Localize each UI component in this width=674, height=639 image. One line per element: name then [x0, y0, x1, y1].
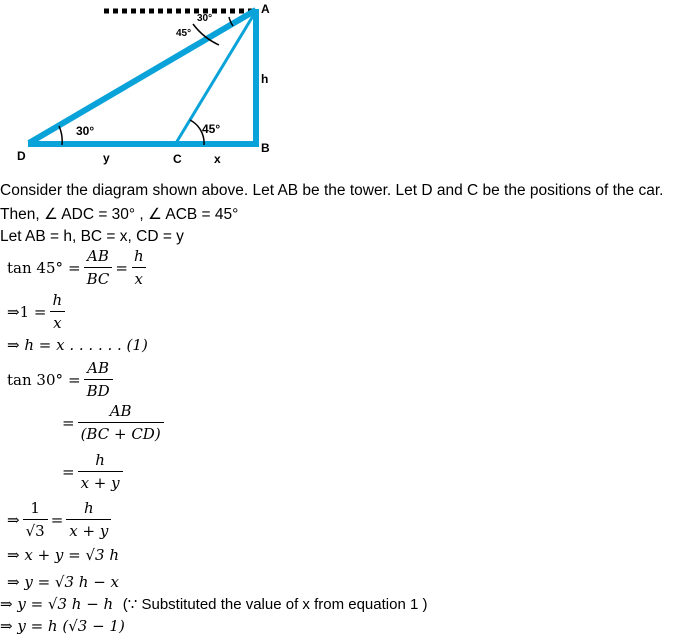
equation-h-xy: = $\frac{h}{x + y}$ — [62, 451, 126, 492]
label-angle-top-30: 30° — [197, 13, 213, 24]
prose-line-2: Then, ∠ ADC = 30° , ∠ ACB = 45° — [0, 206, 239, 223]
fraction-ab-bd — [84, 359, 113, 400]
step-3-note: (∵ Substituted the value of x from equation 1 ) — [122, 596, 428, 613]
fraction-numerator: h — [133, 247, 144, 265]
fraction-1-root3 — [23, 499, 48, 540]
label-y: y — [103, 151, 110, 165]
equation-step-3: ⇒ y = √3 h − h (∵ Substituted the value of x from equation 1 ) — [0, 595, 428, 613]
tower-diagram — [0, 0, 674, 175]
fraction-ab-bccd — [78, 402, 164, 443]
fraction-denominator: √3 — [23, 519, 48, 540]
prose-line-3: Let AB = h, BC = x, CD = y — [0, 228, 184, 245]
label-D: D — [17, 149, 26, 163]
prose-line-1: Consider the diagram shown above. Let AB be the tower. Let D and C be the positions of the car. — [0, 182, 664, 199]
step-3-text: y = √3 h − h — [17, 595, 114, 613]
fraction-denominator: x + y — [66, 519, 111, 540]
fraction-numerator: h — [83, 499, 94, 517]
equation-tan30: tan 30° = $\frac{AB}{BD}$ — [7, 359, 116, 400]
fraction-h-xy — [78, 451, 123, 492]
tan45-label: tan 45° — [7, 258, 63, 277]
step-2-text: y = √3 h − x — [24, 573, 120, 591]
fraction-numerator: AB — [87, 247, 109, 265]
label-angle-D: 30° — [76, 124, 95, 138]
equation-step-2: ⇒ y = √3 h − x — [7, 573, 120, 591]
tan30-label: tan 30° — [7, 370, 63, 389]
step-4-text: y = h (√3 − 1) — [17, 617, 125, 635]
label-C: C — [173, 152, 182, 166]
fraction-denominator: (BC + CD) — [78, 422, 164, 443]
fraction-denominator: x — [132, 267, 146, 288]
label-h: h — [261, 72, 269, 86]
fraction-numerator: AB — [109, 402, 132, 420]
equation-step-4: ⇒ y = h (√3 − 1) — [0, 617, 125, 635]
equation-step-1: ⇒ x + y = √3 h — [7, 546, 120, 564]
label-angle-top-45: 45° — [176, 28, 192, 39]
equation-tan45: tan 45° = $\frac{AB}{BC}$ = $\frac{h}{x}$ — [7, 247, 150, 288]
step-1-text: x + y = √3 h — [24, 546, 120, 564]
label-B: B — [261, 141, 270, 155]
label-x: x — [214, 152, 221, 166]
fraction-h-x — [131, 247, 147, 288]
fraction-denominator: x — [50, 311, 64, 332]
equation-1-text: h = x . . . . . . (1) — [24, 336, 148, 354]
fraction-h-x-2 — [49, 291, 65, 332]
equation-1: ⇒ h = x . . . . . . (1) — [7, 336, 148, 354]
fraction-numerator: 1 — [30, 499, 40, 517]
fraction-numerator: h — [95, 451, 105, 469]
fraction-h-xy-2 — [66, 499, 111, 540]
fraction-denominator: x + y — [78, 471, 123, 492]
label-angle-C: 45° — [202, 122, 221, 136]
equation-one-over-root3: ⇒ $\frac{1}{√3}$ = $\frac{h}{x + y}$ — [7, 499, 114, 540]
math-one: 1 — [19, 302, 30, 321]
line-DA — [29, 10, 256, 143]
fraction-denominator: BC — [84, 267, 113, 288]
fraction-numerator: h — [52, 291, 63, 309]
fraction-numerator: AB — [87, 359, 110, 377]
equation-one-equals: ⇒ 1 = $\frac{h}{x}$ — [7, 291, 68, 332]
label-A: A — [261, 2, 270, 16]
fraction-denominator: BD — [84, 379, 113, 400]
fraction-ab-bc — [84, 247, 113, 288]
equation-ab-bccd: = $\frac{AB}{(BC + CD)}$ — [62, 402, 167, 443]
